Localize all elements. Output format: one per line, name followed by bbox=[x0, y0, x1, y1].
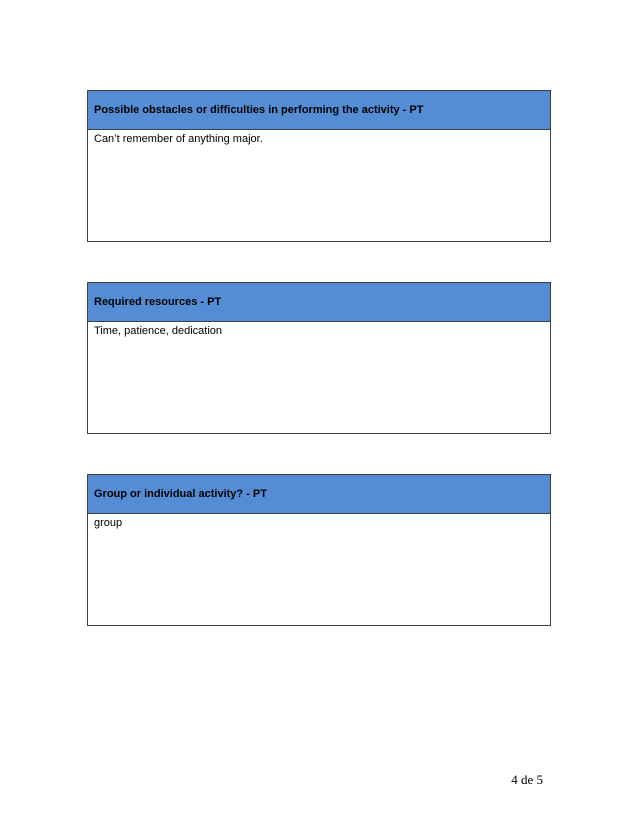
activity-type-header: Group or individual activity? - PT bbox=[88, 475, 550, 514]
page-number: 4 de 5 bbox=[511, 772, 543, 787]
resources-header: Required resources - PT bbox=[88, 283, 550, 322]
activity-type-content: group bbox=[94, 517, 123, 529]
resources-section bbox=[87, 282, 551, 434]
obstacles-header: Possible obstacles or difficulties in performing the activity - PT bbox=[88, 91, 550, 130]
resources-content: Time, patience, dedication bbox=[94, 325, 222, 337]
activity-type-section bbox=[87, 474, 551, 626]
obstacles-section bbox=[87, 90, 551, 242]
obstacles-content: Can’t remember of anything major. bbox=[94, 133, 263, 145]
